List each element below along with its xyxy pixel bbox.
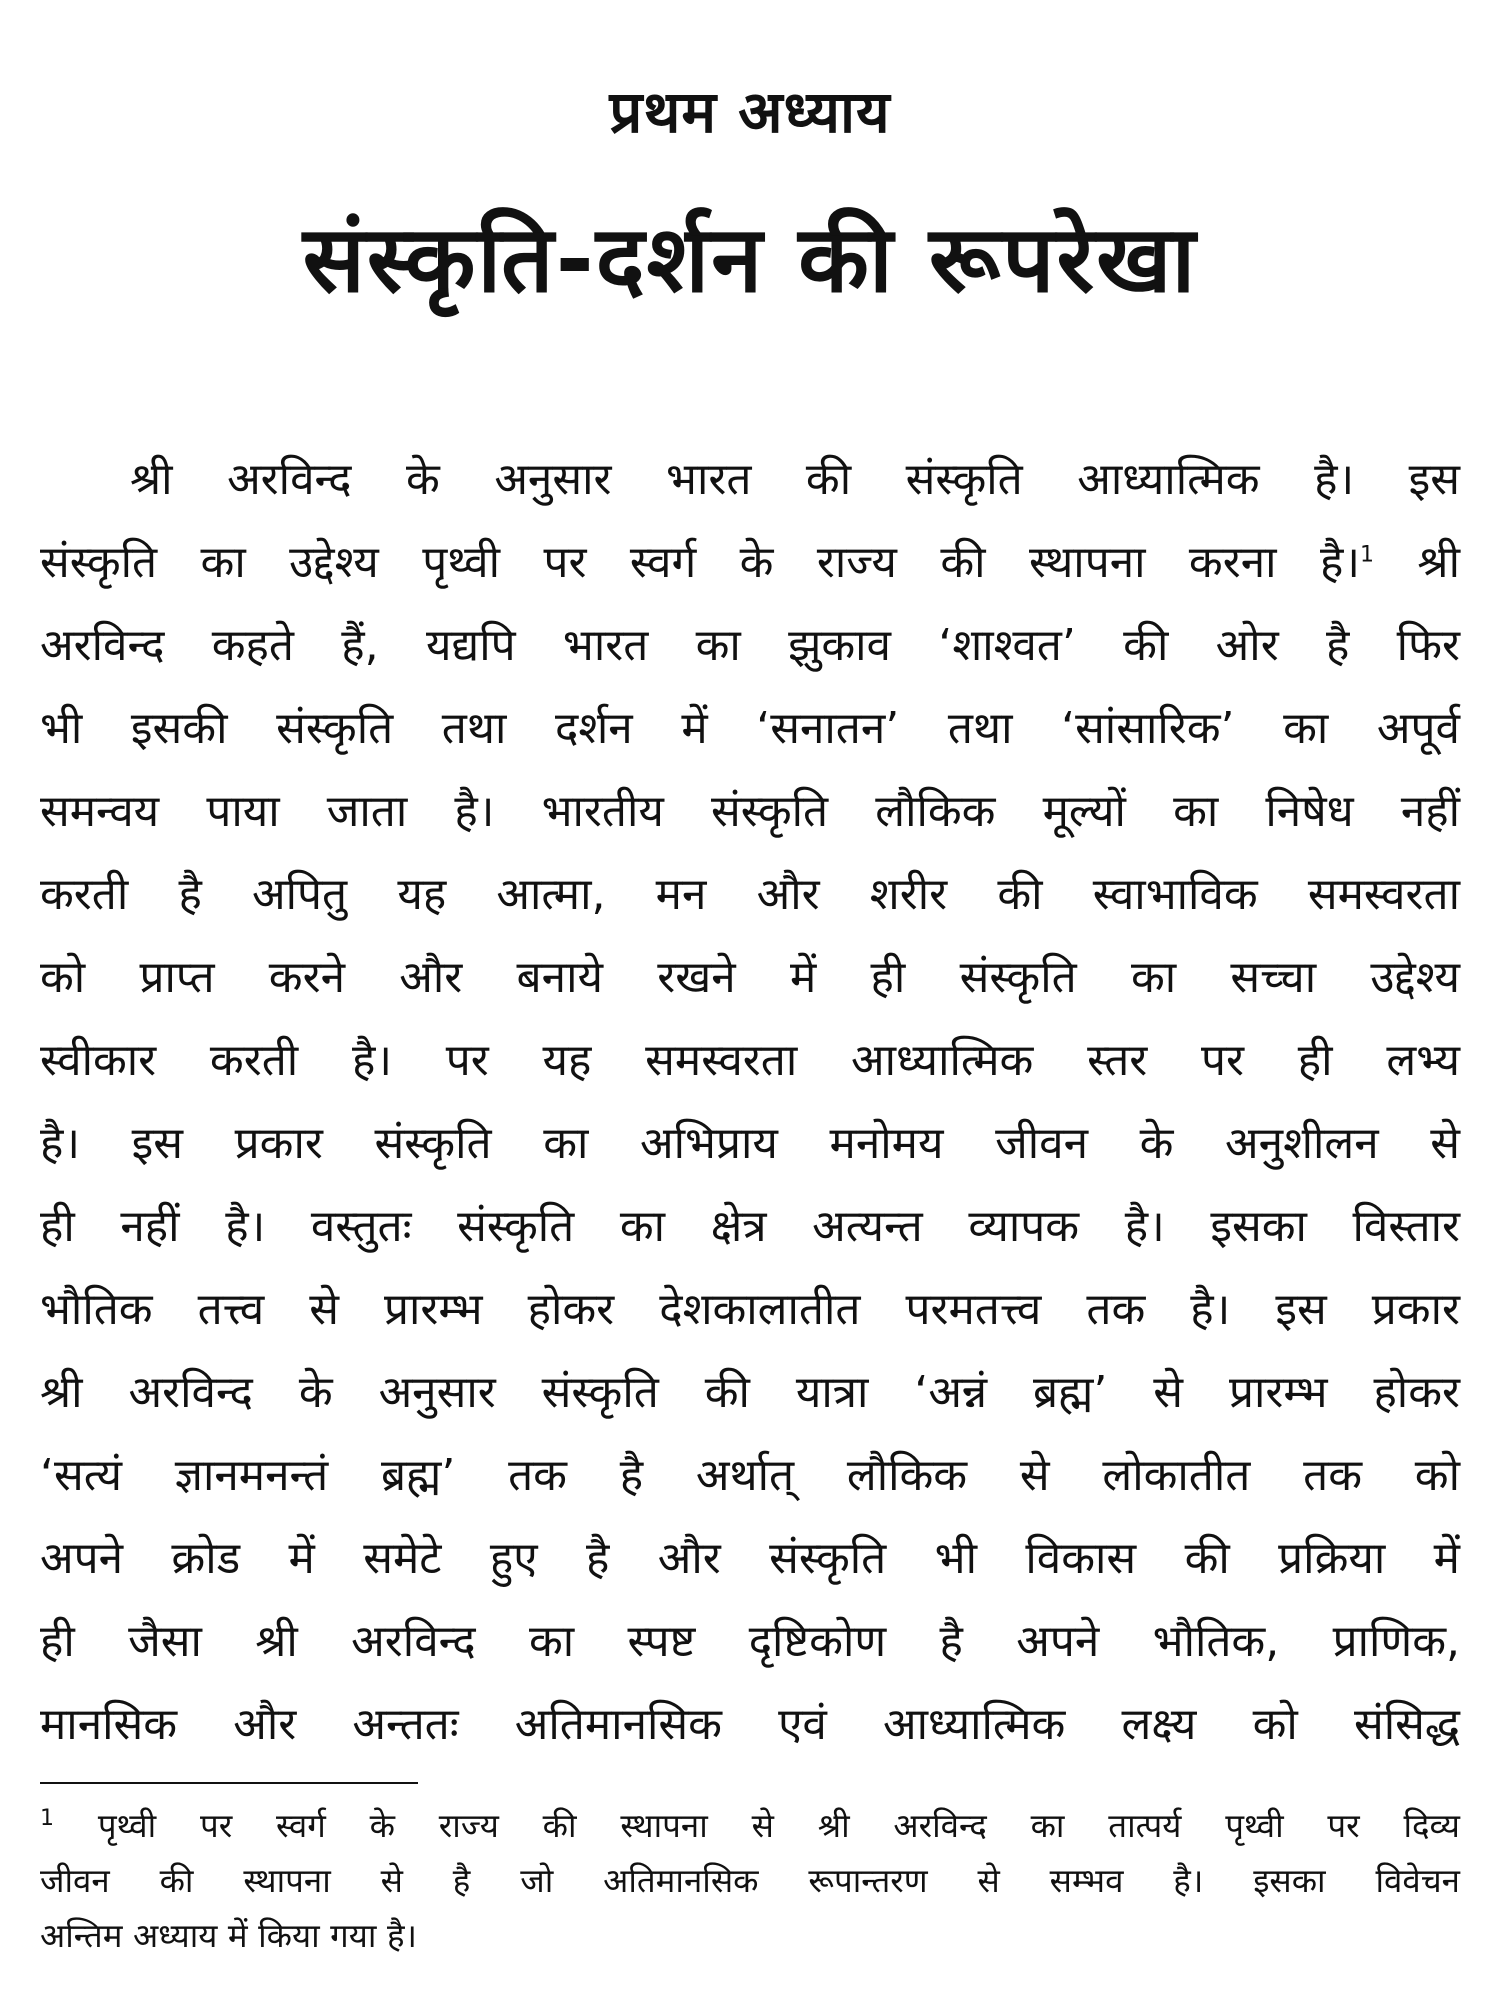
footnote-ref-marker: 1 [1360,542,1374,568]
footnote [40,1798,1460,1963]
body-line: ही नहीं है। वस्तुतः संस्कृति का क्षेत्र अत्यन्त व्यापक है। इसका विस्तार [40,1201,1460,1252]
body-line: श्री अरविन्द के अनुसार भारत की संस्कृति आध्यात्मिक है। इस [130,454,1460,505]
body-line: अपने क्रोड में समेटे हुए है और संस्कृति भी विकास की प्रक्रिया में [40,1533,1460,1584]
body-line-with-footnote-ref [40,521,1460,604]
body-line: करती है अपितु यह आत्मा, मन और शरीर की स्वाभाविक समस्वरता [40,869,1460,920]
body-line: श्री अरविन्द के अनुसार संस्कृति की यात्रा ‘अन्नं ब्रह्म’ से प्रारम्भ होकर [40,1367,1460,1418]
body-line: मानसिक और अन्ततः अतिमानसिक एवं आध्यात्मिक लक्ष्य को संसिद्ध [40,1699,1460,1750]
footnote-line-text: पृथ्वी पर स्वर्ग के राज्य की स्थापना से श्री अरविन्द का तात्पर्य पृथ्वी पर दिव्य [97,1806,1460,1845]
body-line: ही जैसा श्री अरविन्द का स्पष्ट दृष्टिकोण है अपने भौतिक, प्राणिक, [40,1616,1460,1667]
chapter-title: संस्कृति-दर्शन की रूपरेखा [302,206,1198,313]
body-paragraph [40,438,1460,1766]
body-line: है। इस प्रकार संस्कृति का अभिप्राय मनोमय जीवन के अनुशीलन से [40,1118,1460,1169]
body-line-tail: श्री [1417,537,1460,588]
body-line: ‘सत्यं ज्ञानमनन्तं ब्रह्म’ तक है अर्थात् लौकिक से लोकातीत तक को [40,1450,1460,1501]
body-line: को प्राप्त करने और बनाये रखने में ही संस्कृति का सच्चा उद्देश्य [40,952,1460,1003]
body-line: समन्वय पाया जाता है। भारतीय संस्कृति लौकिक मूल्यों का निषेध नहीं [40,786,1460,837]
footnote-line: अन्तिम अध्याय में किया गया है। [40,1916,417,1955]
body-line: अरविन्द कहते हैं, यद्यपि भारत का झुकाव ‘शाश्वत’ की ओर है फिर [40,620,1460,671]
chapter-label: प्रथम अध्याय [609,78,891,146]
footnote-line [40,1798,1460,1853]
body-line-text: संस्कृति का उद्देश्य पृथ्वी पर स्वर्ग के राज्य की स्थापना करना है। [40,537,1360,588]
body-line: स्वीकार करती है। पर यह समस्वरता आध्यात्मिक स्तर पर ही लभ्य [40,1035,1460,1086]
footnote-marker: 1 [40,1806,54,1831]
footnote-line: जीवन की स्थापना से है जो अतिमानसिक रूपान्तरण से सम्भव है। इसका विवेचन [40,1861,1460,1900]
body-line: भी इसकी संस्कृति तथा दर्शन में ‘सनातन’ तथा ‘सांसारिक’ का अपूर्व [40,703,1460,754]
body-line: भौतिक तत्त्व से प्रारम्भ होकर देशकालातीत परमतत्त्व तक है। इस प्रकार [40,1284,1460,1335]
footnote-separator [40,1782,418,1784]
